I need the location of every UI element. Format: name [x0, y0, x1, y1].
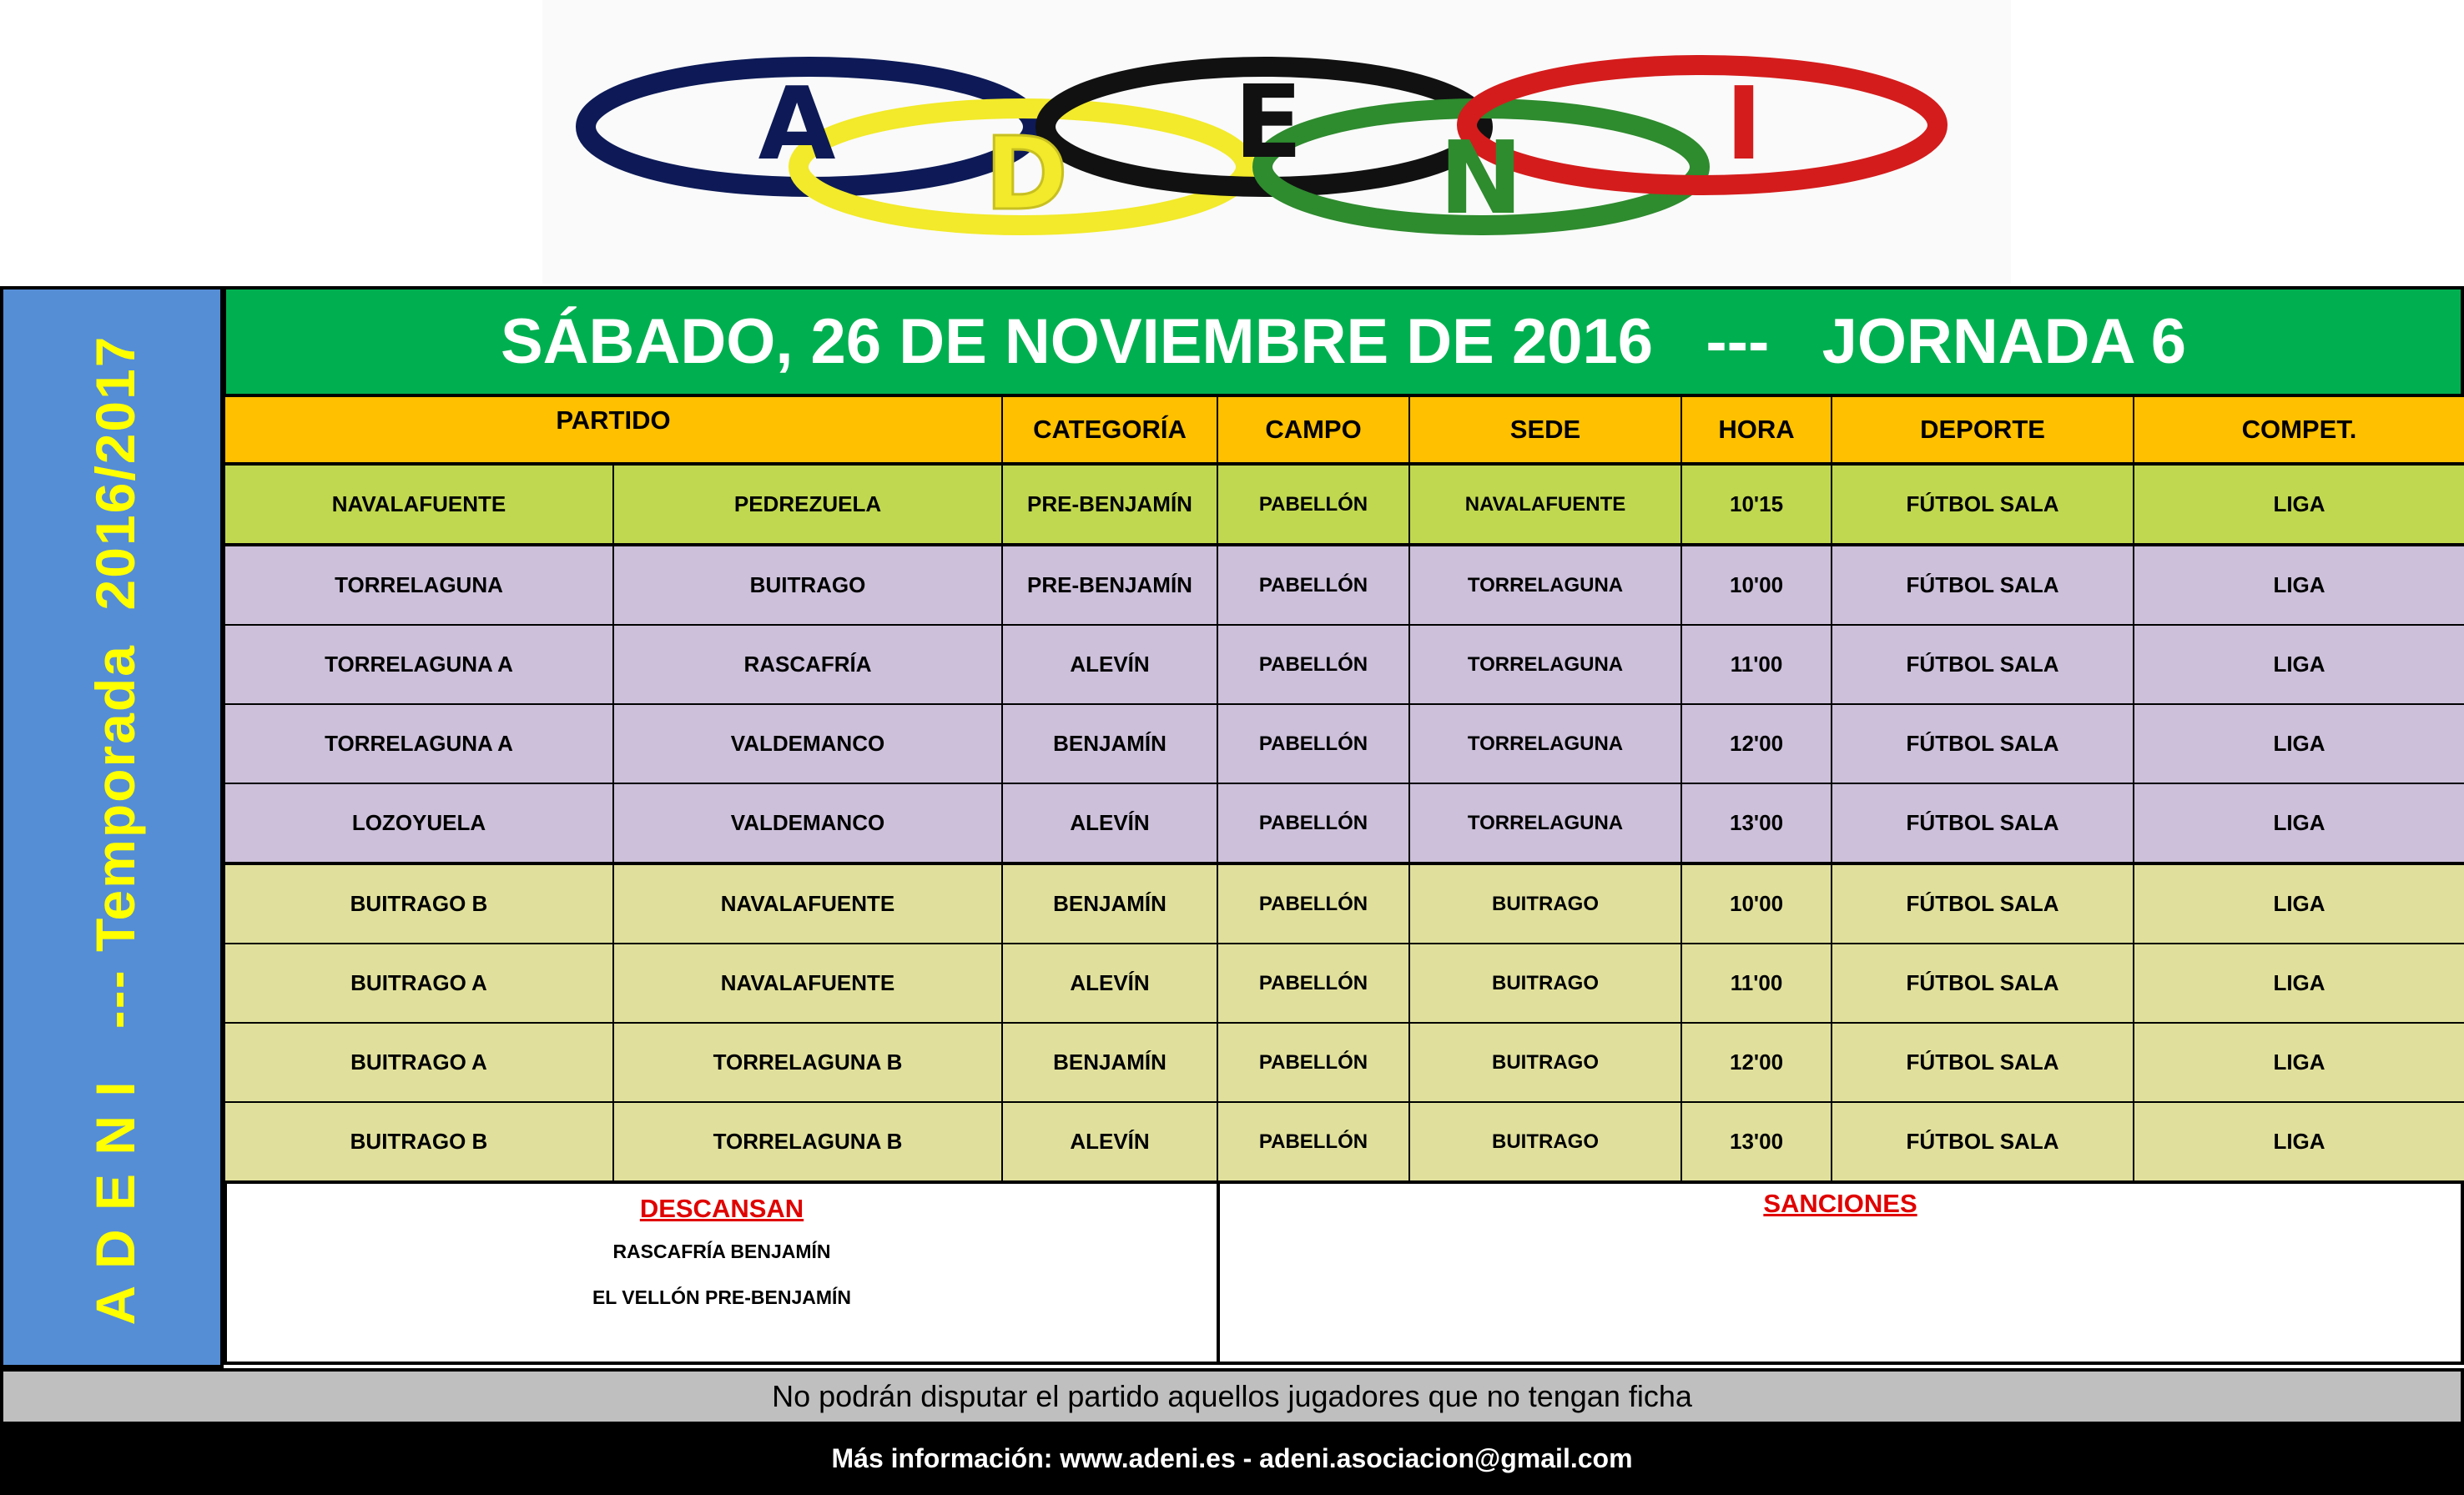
- logo-letter-a: A: [758, 67, 836, 183]
- site-cell: TORRELAGUNA: [1409, 545, 1681, 625]
- sanciones-title: SANCIONES: [1763, 1189, 1917, 1218]
- site-cell: BUITRAGO: [1409, 863, 1681, 944]
- sport-cell: FÚTBOL SALA: [1832, 704, 2134, 783]
- adeni-logo: [542, 0, 2011, 284]
- venue-cell: PABELLÓN: [1217, 545, 1409, 625]
- competition-cell: LIGA: [2134, 625, 2464, 704]
- table-row: [224, 625, 2464, 704]
- column-header-hora: HORA: [1681, 397, 1832, 464]
- category-cell: ALEVÍN: [1002, 783, 1217, 863]
- sport-cell: FÚTBOL SALA: [1832, 464, 2134, 545]
- sport-cell: FÚTBOL SALA: [1832, 625, 2134, 704]
- sport-cell: FÚTBOL SALA: [1832, 1023, 2134, 1102]
- table-header-row: [224, 397, 2464, 464]
- table-row: [224, 944, 2464, 1023]
- column-header-compet: COMPET.: [2134, 397, 2464, 464]
- home-team-cell: BUITRAGO B: [224, 1102, 613, 1181]
- venue-cell: PABELLÓN: [1217, 464, 1409, 545]
- venue-cell: PABELLÓN: [1217, 944, 1409, 1023]
- matches-table: [224, 397, 2464, 1182]
- away-team-cell: VALDEMANCO: [613, 783, 1002, 863]
- competition-cell: LIGA: [2134, 464, 2464, 545]
- time-cell: 10'15: [1681, 464, 1832, 545]
- logo-letter-d: D: [985, 117, 1068, 233]
- column-header-sede: SEDE: [1409, 397, 1681, 464]
- site-cell: BUITRAGO: [1409, 1102, 1681, 1181]
- sport-cell: FÚTBOL SALA: [1832, 863, 2134, 944]
- time-cell: 11'00: [1681, 944, 1832, 1023]
- venue-cell: PABELLÓN: [1217, 1023, 1409, 1102]
- site-cell: TORRELAGUNA: [1409, 704, 1681, 783]
- venue-cell: PABELLÓN: [1217, 1102, 1409, 1181]
- column-header-campo: CAMPO: [1217, 397, 1409, 464]
- category-cell: BENJAMÍN: [1002, 1023, 1217, 1102]
- contact-info: Más información: www.adeni.es - adeni.asociacion@gmail.com: [0, 1422, 2464, 1495]
- venue-cell: PABELLÓN: [1217, 783, 1409, 863]
- table-row: [224, 704, 2464, 783]
- table-row: [224, 863, 2464, 944]
- away-team-cell: NAVALAFUENTE: [613, 863, 1002, 944]
- table-row: [224, 783, 2464, 863]
- time-cell: 10'00: [1681, 863, 1832, 944]
- home-team-cell: BUITRAGO A: [224, 1023, 613, 1102]
- descansan-panel: [227, 1184, 1220, 1362]
- time-cell: 12'00: [1681, 704, 1832, 783]
- category-cell: PRE-BENJAMÍN: [1002, 464, 1217, 545]
- logo-letter-n: N: [1439, 121, 1524, 237]
- license-note: No podrán disputar el partido aquellos jugadores que no tengan ficha: [0, 1368, 2464, 1422]
- logo-letter-i: I: [1725, 67, 1763, 183]
- sport-cell: FÚTBOL SALA: [1832, 1102, 2134, 1181]
- category-cell: ALEVÍN: [1002, 1102, 1217, 1181]
- schedule-panel: [224, 286, 2464, 1365]
- competition-cell: LIGA: [2134, 1023, 2464, 1102]
- home-team-cell: BUITRAGO B: [224, 863, 613, 944]
- sanciones-panel: [1220, 1184, 2461, 1362]
- competition-cell: LIGA: [2134, 545, 2464, 625]
- home-team-cell: NAVALAFUENTE: [224, 464, 613, 545]
- away-team-cell: NAVALAFUENTE: [613, 944, 1002, 1023]
- away-team-cell: TORRELAGUNA B: [613, 1102, 1002, 1181]
- site-cell: TORRELAGUNA: [1409, 783, 1681, 863]
- away-team-cell: PEDREZUELA: [613, 464, 1002, 545]
- time-cell: 10'00: [1681, 545, 1832, 625]
- competition-cell: LIGA: [2134, 944, 2464, 1023]
- page-title: SÁBADO, 26 DE NOVIEMBRE DE 2016 --- JORNADA 6: [224, 286, 2464, 397]
- sport-cell: FÚTBOL SALA: [1832, 944, 2134, 1023]
- venue-cell: PABELLÓN: [1217, 863, 1409, 944]
- category-cell: BENJAMÍN: [1002, 704, 1217, 783]
- column-header-categoria: CATEGORÍA: [1002, 397, 1217, 464]
- away-team-cell: VALDEMANCO: [613, 704, 1002, 783]
- rest-team-item: RASCAFRÍA BENJAMÍN: [612, 1241, 831, 1262]
- site-cell: BUITRAGO: [1409, 944, 1681, 1023]
- venue-cell: PABELLÓN: [1217, 704, 1409, 783]
- adeni-rings-logo: [542, 0, 2011, 284]
- time-cell: 13'00: [1681, 1102, 1832, 1181]
- category-cell: BENJAMÍN: [1002, 863, 1217, 944]
- venue-cell: PABELLÓN: [1217, 625, 1409, 704]
- competition-cell: LIGA: [2134, 1102, 2464, 1181]
- table-row: [224, 1023, 2464, 1102]
- category-cell: PRE-BENJAMÍN: [1002, 545, 1217, 625]
- time-cell: 11'00: [1681, 625, 1832, 704]
- competition-cell: LIGA: [2134, 704, 2464, 783]
- sport-cell: FÚTBOL SALA: [1832, 783, 2134, 863]
- rest-team-item: EL VELLÓN PRE-BENJAMÍN: [592, 1286, 852, 1308]
- table-row: [224, 545, 2464, 625]
- home-team-cell: LOZOYUELA: [224, 783, 613, 863]
- home-team-cell: TORRELAGUNA: [224, 545, 613, 625]
- site-cell: BUITRAGO: [1409, 1023, 1681, 1102]
- category-cell: ALEVÍN: [1002, 944, 1217, 1023]
- home-team-cell: TORRELAGUNA A: [224, 625, 613, 704]
- away-team-cell: TORRELAGUNA B: [613, 1023, 1002, 1102]
- sport-cell: FÚTBOL SALA: [1832, 545, 2134, 625]
- column-header-deporte: DEPORTE: [1832, 397, 2134, 464]
- notes-section: [224, 1182, 2464, 1365]
- away-team-cell: BUITRAGO: [613, 545, 1002, 625]
- category-cell: ALEVÍN: [1002, 625, 1217, 704]
- away-team-cell: RASCAFRÍA: [613, 625, 1002, 704]
- competition-cell: LIGA: [2134, 783, 2464, 863]
- site-cell: TORRELAGUNA: [1409, 625, 1681, 704]
- time-cell: 12'00: [1681, 1023, 1832, 1102]
- table-row: [224, 1102, 2464, 1181]
- column-header-partido: PARTIDO: [224, 397, 1002, 464]
- season-label: A D E N I --- Temporada 2016/2017: [84, 335, 146, 1326]
- season-sidebar: [0, 286, 224, 1368]
- home-team-cell: BUITRAGO A: [224, 944, 613, 1023]
- home-team-cell: TORRELAGUNA A: [224, 704, 613, 783]
- table-row: [224, 464, 2464, 545]
- logo-letter-e: E: [1234, 65, 1303, 181]
- site-cell: NAVALAFUENTE: [1409, 464, 1681, 545]
- competition-cell: LIGA: [2134, 863, 2464, 944]
- time-cell: 13'00: [1681, 783, 1832, 863]
- descansan-title: DESCANSAN: [639, 1194, 804, 1223]
